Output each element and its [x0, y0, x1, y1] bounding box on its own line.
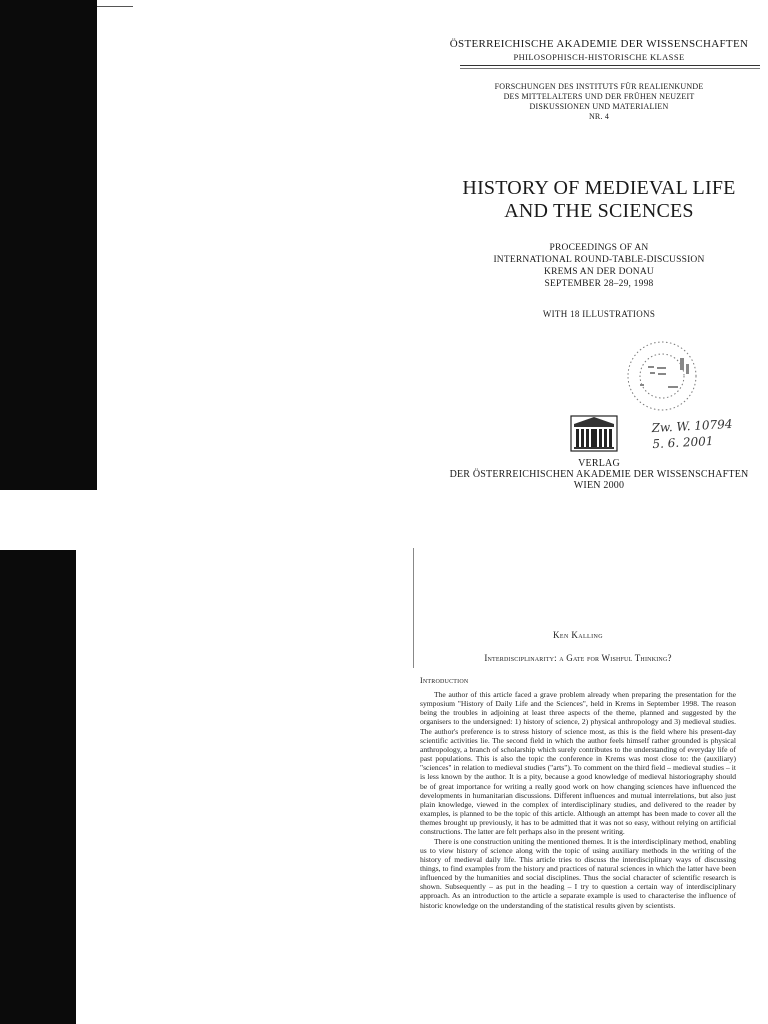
section-heading: Introduction [420, 676, 469, 685]
article-title: Interdisciplinarity: a Gate for Wishful Thinking? [484, 653, 672, 663]
publisher-line: VERLAG [578, 458, 620, 469]
proceedings-line: PROCEEDINGS OF AN [549, 243, 649, 253]
article-body [420, 690, 736, 910]
publisher-block [430, 458, 768, 491]
page-fold-line [413, 548, 414, 668]
series-number: NR. 4 [588, 112, 610, 121]
academy-building-logo-icon [570, 412, 618, 452]
handwritten-inventory-note [651, 416, 733, 452]
book-title [430, 177, 768, 223]
scan-edge-line [97, 6, 133, 7]
library-stamp-icon [620, 338, 704, 416]
scan-black-margin-bottom [0, 550, 76, 1024]
title-page [430, 0, 768, 490]
book-title-line: HISTORY OF MEDIEVAL LIFE [462, 177, 736, 199]
series-line: DISKUSSIONEN UND MATERIALIEN [529, 102, 669, 111]
publisher-line: DER ÖSTERREICHISCHEN AKADEMIE DER WISSENSCHAFTEN [449, 469, 749, 480]
series-line: FORSCHUNGEN DES INSTITUTS FÜR REALIENKUNDE [494, 82, 704, 91]
publisher-place-year: WIEN 2000 [573, 480, 625, 491]
proceedings-block [430, 242, 768, 290]
book-title-line: AND THE SCIENCES [504, 200, 694, 222]
header-rule-thin [460, 68, 760, 69]
proceedings-line: INTERNATIONAL ROUND-TABLE-DISCUSSION [493, 255, 705, 265]
header-rule [460, 65, 760, 66]
body-paragraph: The author of this article faced a grave problem already when preparing the presentation for the symposium "History of Daily Life and the Sciences", held in Krems in September 1998. The reason being the troubles in adjoining at least three aspects of the theme, planned and suggested by the organisers to the undersigned: 1) history of science, 2) physical anthropology and 3) medieval studies. The author's preference is to stress history of science most, as this is the field where his present-day scientific activities lie. The second field in which the author feels himself rather grounded is physical anthropology, a branch of scholarship which surely contributes to the understanding of everyday life of past populations. This is also the topic the conference in Krems was most close to: the (auxiliary) "sciences" in relation to medieval studies ("arts"). To comment on the third field – medieval studies – it is less known by the author. It is a pity, because a good knowledge of medieval historiography should be of great importance for writing a really good work on how changing sciences have influenced the developments in humanitarian discussions. Different influences and mutual interrelations, but also just plain knowledge, viewed in the complex of interdisciplinary studies, and delivered to the reader by examples, is planned to be the topic of this article. Although an attempt has been made to cover all the themes brought up previously, it has to be admitted that it was not so easy, without relying on artificial constructions. The latter are felt perhaps also in the present writing. [420, 690, 736, 837]
proceedings-date: SEPTEMBER 28–29, 1998 [544, 279, 654, 289]
series-block [430, 82, 768, 122]
handwritten-line: Zw. W. 10794 [651, 416, 733, 436]
academy-class: PHILOSOPHISCH-HISTORISCHE KLASSE [513, 52, 685, 62]
proceedings-line: KREMS AN DER DONAU [544, 267, 654, 277]
illustrations-note: WITH 18 ILLUSTRATIONS [542, 309, 656, 319]
academy-name: ÖSTERREICHISCHE AKADEMIE DER WISSENSCHAFTEN [449, 38, 749, 50]
article-author: Ken Kalling [553, 630, 603, 640]
scan-black-margin-top [0, 0, 97, 490]
series-line: DES MITTELALTERS UND DER FRÜHEN NEUZEIT [503, 92, 695, 101]
body-paragraph: There is one construction uniting the mentioned themes. It is the interdisciplinary method, enabling us to view history of science along with the topic of using auxiliary methods in the writing of the history of medieval daily life. This article tries to discuss the interdisciplinary ways of discussing things, to find examples from the history and practices of natural sciences in which the latter have been influenced by the humanities and social disciplines. Thus the social character of scientific research is shown. Subsequently – as put in the heading – I try to question a certain way of interdisciplinary approach. As an introduction to the article a separate example is used to characterise the influence of historic knowledge on the understanding of the statistical results given by scientists. [420, 836, 736, 910]
handwritten-line: 5. 6. 2001 [652, 433, 714, 452]
